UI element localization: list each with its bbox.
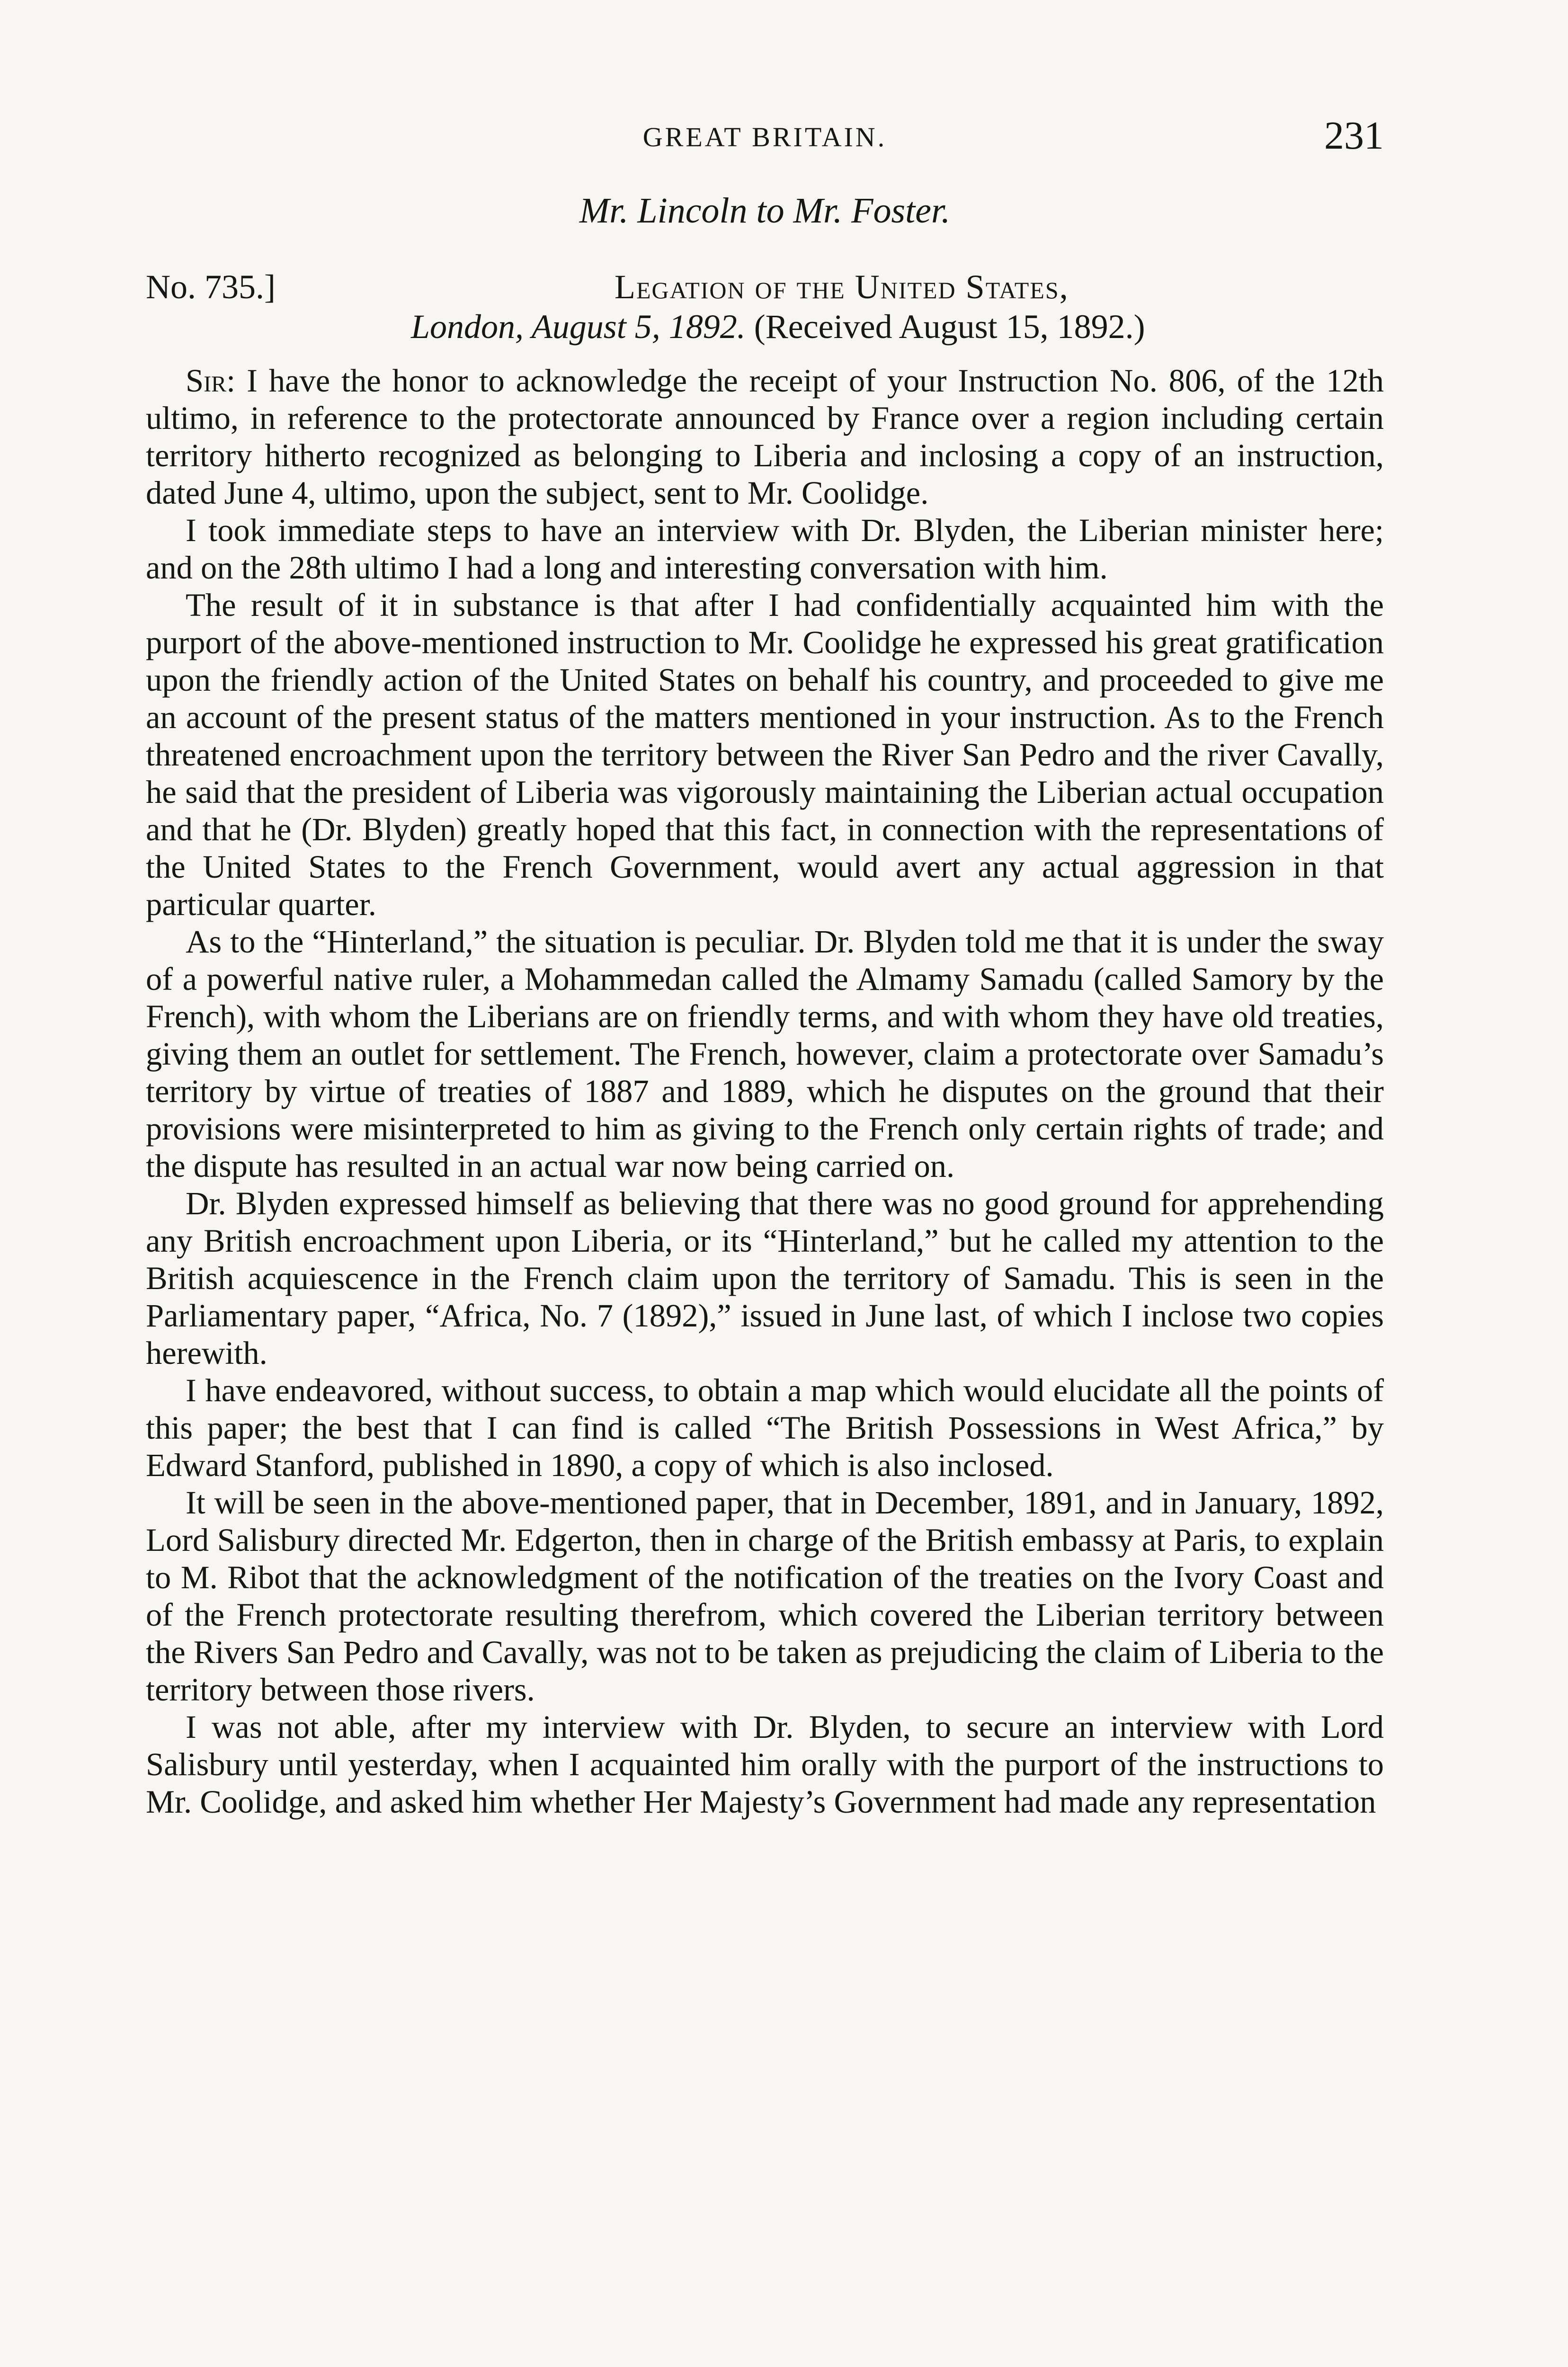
paragraph: As to the “Hinterland,” the situation is peculiar. Dr. Blyden told me that it is under the sway of a powerful native ruler, a Mohammedan called the Almamy Samadu (called Samory by the French), with whom the Liberians are on friendly terms, and with whom they have old treaties, giving them an outlet for settlement. The French, however, claim a protectorate over Samadu’s territory by virtue of treaties of 1887 and 1889, which he disputes on the ground that their provisions were misinterpreted to him as giving to the French only certain rights of trade; and the dispute has resulted in an actual war now being carried on. bbox=[146, 924, 1384, 1184]
date-line bbox=[411, 307, 1145, 347]
paragraph bbox=[146, 362, 1384, 512]
received-note: (Received August 15, 1892.) bbox=[754, 308, 1145, 346]
salutation: Sir: bbox=[186, 363, 236, 399]
paragraph: Dr. Blyden expressed himself as believing that there was no good ground for apprehending any British encroachment upon Liberia, or its “Hinterland,” but he called my attention to the British acquiescence in the French claim upon the territory of Samadu. This is seen in the Parliamentary paper, “Africa, No. 7 (1892),” issued in June last, of which I inclose two copies herewith. bbox=[146, 1185, 1384, 1371]
running-header bbox=[146, 113, 1384, 169]
letter-heading: Mr. Lincoln to Mr. Foster. bbox=[579, 191, 951, 231]
legation-line: Legation of the United States, bbox=[615, 268, 1069, 306]
document-page bbox=[146, 113, 1384, 1821]
dispatch-number: No. 735.] bbox=[146, 268, 276, 306]
paragraph: I have endeavored, without success, to obtain a map which would elucidate all the points of this paper; the best that I can find is called “The British Possessions in West Africa,” by Edward Stanford, published in 1890, a copy of which is also inclosed. bbox=[146, 1372, 1384, 1483]
paragraph-text: I have the honor to acknowledge the receipt of your Instruction No. 806, of the 12th ultimo, in reference to the protectorate announced by France over a region including certain territory hitherto recognized as belonging to Liberia and inclosing a copy of an instruction, dated June 4, ultimo, upon the subject, sent to Mr. Coolidge. bbox=[146, 363, 1384, 511]
page-number: 231 bbox=[1324, 114, 1384, 158]
paragraph: It will be seen in the above-mentioned paper, that in December, 1891, and in January, 1892, Lord Salisbury directed Mr. Edgerton, then in charge of the British embassy at Paris, to explain to M. Ribot that the acknowledgment of the notification of the treaties on the Ivory Coast and of the French protectorate resulting therefrom, which covered the Liberian territory between the Rivers San Pedro and Cavally, was not to be taken as prejudicing the claim of Liberia to the territory between those rivers. bbox=[146, 1485, 1384, 1708]
paragraph: The result of it in substance is that after I had confidentially acquainted him with the purport of the above-mentioned instruction to Mr. Coolidge he expressed his great gratification upon the friendly action of the United States on behalf his country, and proceeded to give me an account of the present status of the matters mentioned in your instruction. As to the French threatened encroachment upon the territory between the River San Pedro and the river Cavally, he said that the president of Liberia was vigorously maintaining the Liberian actual occupation and that he (Dr. Blyden) greatly hoped that this fact, in connection with the representations of the United States to the French Government, would avert any actual aggression in that particular quarter. bbox=[146, 587, 1384, 922]
paragraph: I was not able, after my interview with Dr. Blyden, to secure an interview with Lord Salisbury until yesterday, when I acquainted him orally with the purport of the instructions to Mr. Coolidge, and asked him whether Her Majesty’s Government had made any representation bbox=[146, 1709, 1384, 1820]
dateline bbox=[146, 267, 1384, 362]
paragraph: I took immediate steps to have an interview with Dr. Blyden, the Liberian minister here; and on the 28th ultimo I had a long and interesting conversation with him. bbox=[146, 512, 1384, 586]
letter-body bbox=[146, 362, 1384, 1821]
place-date: London, August 5, 1892. bbox=[411, 308, 746, 346]
running-title: GREAT BRITAIN. bbox=[642, 122, 887, 152]
